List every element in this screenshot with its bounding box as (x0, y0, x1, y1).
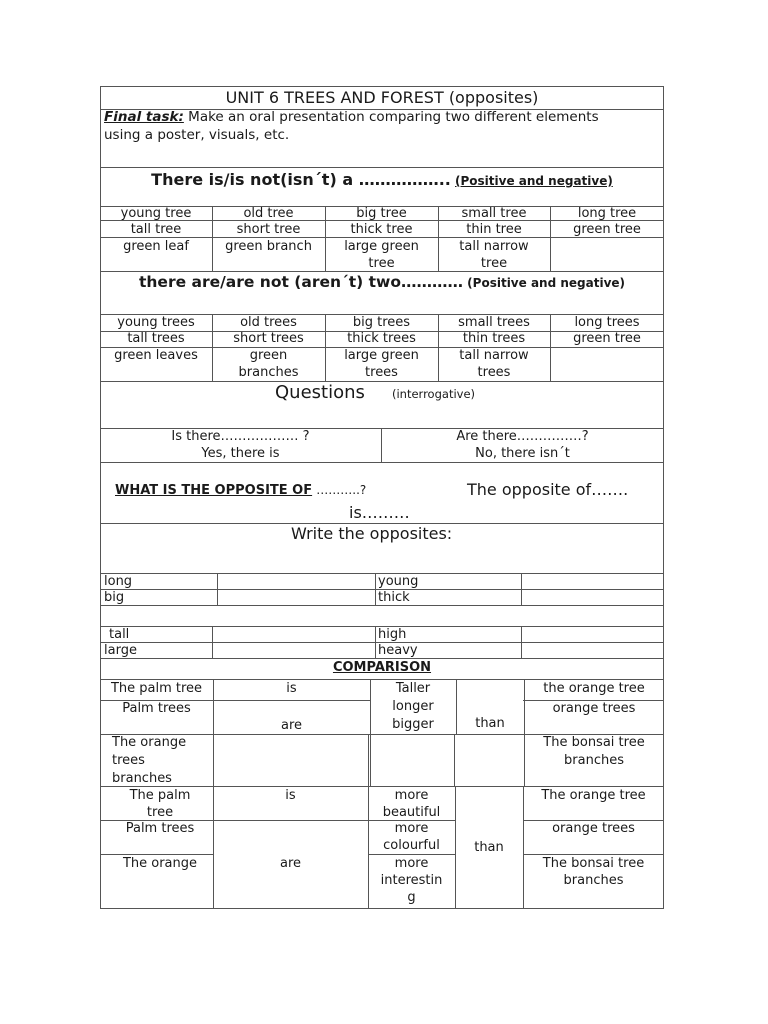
rule (375, 573, 376, 605)
rule (521, 573, 522, 605)
opposite-word: thick (378, 590, 410, 605)
there-is-heading-line (100, 169, 664, 193)
rule (523, 786, 524, 908)
vocab-cell: branches (238, 365, 299, 380)
comparison-verb: is (286, 681, 297, 696)
final-task-line1 (104, 109, 599, 126)
comparison-subject: Palm trees (122, 701, 191, 716)
vocab-cell: tall tree (130, 222, 182, 237)
rule (375, 626, 376, 658)
comparison-subject: trees (112, 753, 145, 768)
there-is-note: (Positive and negative) (455, 174, 613, 188)
vocab-cell: trees (365, 365, 398, 380)
vocab-cell: young tree (120, 206, 192, 221)
vocab-cell: thin trees (462, 331, 526, 346)
comparison-object: the orange tree (543, 681, 645, 696)
write-opposites-colon: : (446, 524, 453, 543)
vocab-cell: large green (344, 239, 419, 254)
vocab-cell: green branch (225, 239, 312, 254)
there-is-heading: There is/is not(isn´t) a …………….. (151, 170, 451, 189)
comparison-object: orange trees (552, 821, 635, 836)
questions-note: (interrogative) (392, 387, 476, 401)
page-title: UNIT 6 TREES AND FOREST (opposites) (225, 88, 539, 107)
worksheet-table (100, 86, 664, 909)
comparison-subject: branches (112, 771, 172, 786)
comparison-adjective: interestin (380, 873, 443, 888)
comparison-object: The bonsai tree (542, 856, 645, 871)
opposite-dots: ………..? (316, 483, 367, 497)
answer-no: No, there isn´t (475, 446, 570, 461)
final-task-label: Final task: (104, 109, 184, 125)
vocab-cell: green tree (573, 331, 641, 346)
comparison-subject: The palm tree (110, 681, 203, 696)
comparison-object: The orange tree (541, 788, 646, 803)
opposite-word: tall (109, 627, 130, 642)
vocab-cell: long tree (577, 206, 637, 221)
there-are-heading-line (100, 272, 664, 294)
vocab-cell: long trees (574, 315, 640, 330)
comparison-subject: Palm trees (125, 821, 195, 836)
comparison-adjective: g (407, 890, 416, 905)
question-are-there: Are there……………? (456, 429, 589, 444)
comparison-adjective: bigger (392, 717, 434, 732)
vocab-cell: tall trees (127, 331, 185, 346)
comparison-adjective: beautiful (382, 805, 441, 820)
vocab-cell: young trees (117, 315, 195, 330)
comparison-adjective: more (394, 856, 429, 871)
rule (100, 167, 664, 168)
vocab-cell: large green (344, 348, 419, 363)
vocab-cell: tall narrow (459, 348, 529, 363)
rule (100, 86, 664, 87)
opposite-question-line (115, 482, 366, 499)
comparison-verb: are (279, 856, 302, 871)
comparison-object: The bonsai tree (543, 735, 645, 750)
vocab-cell: tall narrow (459, 239, 529, 254)
vocab-cell: small trees (458, 315, 530, 330)
vocab-cell: short trees (233, 331, 304, 346)
vocab-cell: tree (368, 256, 395, 271)
vocab-cell: thick tree (350, 222, 413, 237)
vocab-cell: trees (477, 365, 511, 380)
vocab-cell: thick trees (347, 331, 416, 346)
comparison-heading: COMPARISON (332, 660, 432, 675)
opposite-word: large (104, 643, 137, 658)
final-task-text: Make an oral presentation comparing two different elements (188, 109, 599, 125)
comparison-adjective: more (394, 788, 429, 803)
questions-heading: Questions (275, 382, 365, 403)
vocab-cell: old tree (243, 206, 294, 221)
vocab-cell: tree (480, 256, 508, 271)
comparison-subject: The palm (129, 788, 191, 803)
rule (454, 734, 455, 786)
comparison-verb: is (285, 788, 296, 803)
vocab-cell: thin tree (466, 222, 522, 237)
comparison-subject: The orange (112, 735, 187, 750)
comparison-adjective: colourful (383, 838, 440, 853)
there-are-heading: there are/are not (aren´t) two………… (138, 273, 464, 291)
write-opposites-heading-line (291, 523, 452, 545)
write-opposites-heading: Write the opposites (291, 524, 447, 543)
question-is-there: Is there……………… ? (171, 429, 310, 444)
comparison-adjective: Taller (395, 681, 431, 696)
vocab-cell: big trees (352, 315, 411, 330)
rule (100, 908, 664, 909)
comparison-adjective: longer (392, 699, 434, 714)
comparison-verb: are (280, 718, 303, 733)
comparison-adjective: more (394, 821, 429, 836)
opposite-word: big (104, 590, 125, 605)
rule (217, 573, 218, 605)
vocab-cell: small tree (461, 206, 527, 221)
rule (521, 626, 522, 658)
comparison-object: orange trees (552, 701, 636, 716)
comparison-subject: tree (146, 805, 174, 820)
vocab-cell: green leaves (114, 348, 198, 363)
vocab-cell: big tree (356, 206, 407, 221)
vocab-cell: old trees (240, 315, 297, 330)
comparison-than: than (475, 716, 505, 731)
vocab-cell: green (249, 348, 288, 363)
rule (100, 462, 664, 463)
opposite-word: heavy (378, 643, 418, 658)
rule (100, 381, 664, 382)
opposite-word: high (378, 627, 407, 642)
comparison-object: branches (564, 753, 624, 768)
rule (212, 626, 213, 658)
final-task-line2: using a poster, visuals, etc. (104, 127, 290, 143)
rule (368, 734, 369, 786)
there-are-note: (Positive and negative) (467, 276, 626, 290)
opposite-answer-l1: The opposite of……. (467, 480, 629, 499)
comparison-object: branches (563, 873, 624, 888)
opposite-word: young (378, 574, 419, 589)
vocab-cell: green leaf (123, 239, 189, 254)
answer-yes: Yes, there is (201, 446, 280, 461)
vocab-cell: green tree (573, 222, 641, 237)
opposite-question: WHAT IS THE OPPOSITE OF (115, 483, 313, 498)
comparison-subject: The orange (122, 856, 198, 871)
vocab-cell: short tree (236, 222, 301, 237)
opposite-answer-l2: is……… (349, 503, 410, 522)
opposite-word: long (104, 574, 133, 589)
comparison-than: than (474, 840, 504, 855)
